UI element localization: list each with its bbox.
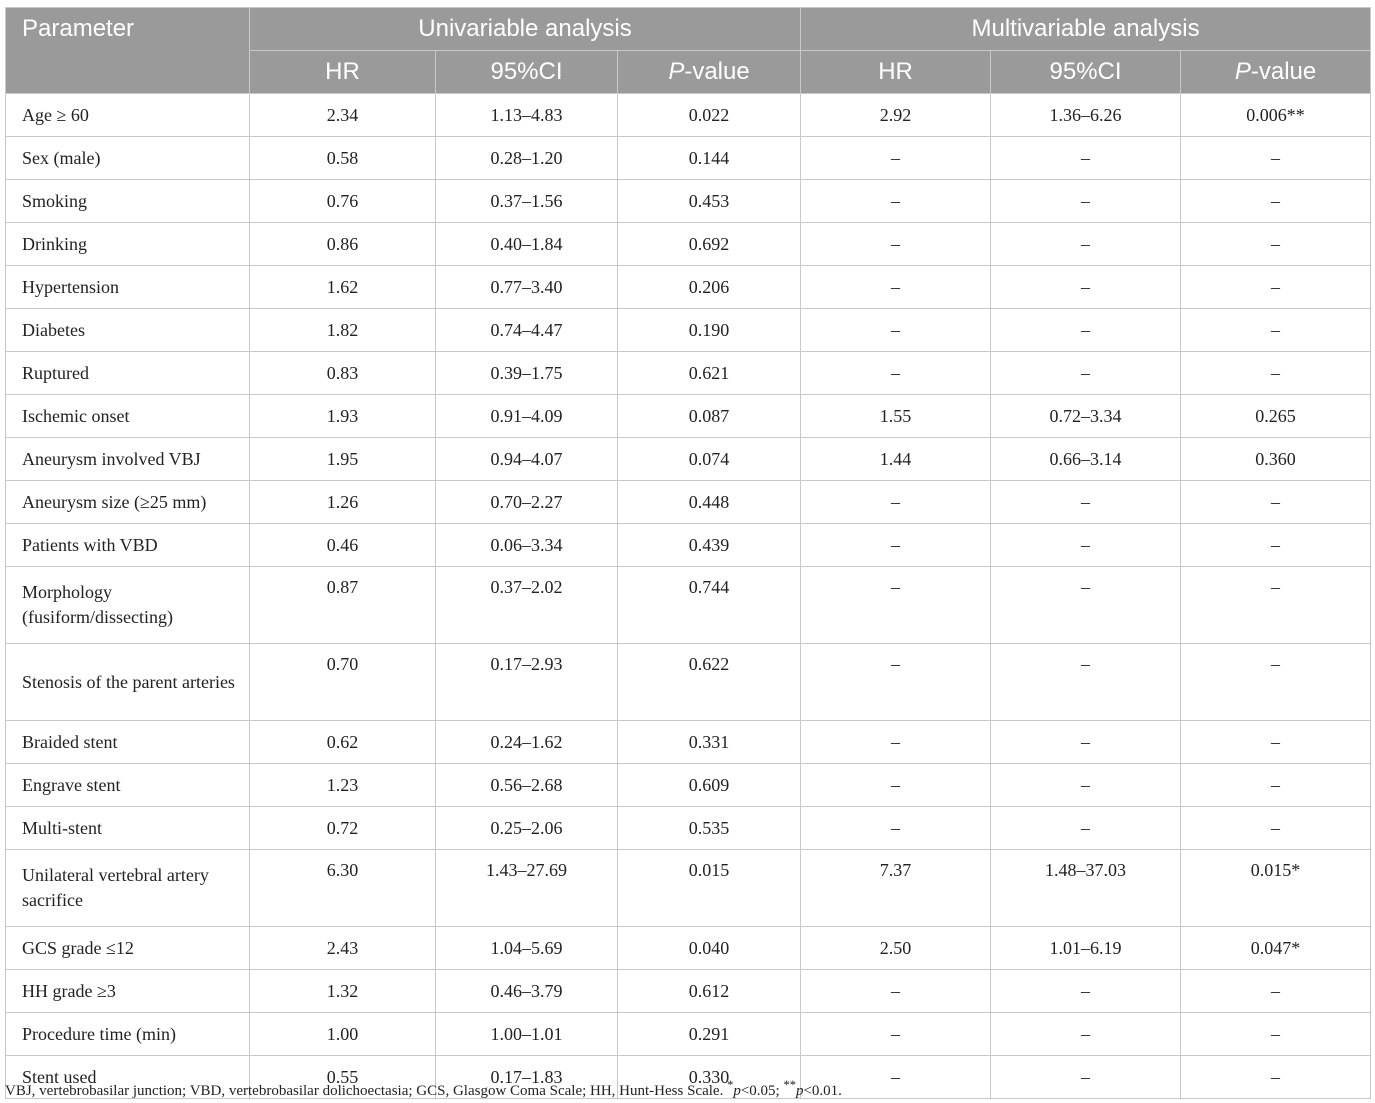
table-row bbox=[6, 180, 1371, 223]
univariable-ci-cell: 0.37–2.02 bbox=[436, 567, 618, 644]
multivariable-ci-cell: – bbox=[991, 180, 1181, 223]
table-row bbox=[6, 223, 1371, 266]
univariable-ci-cell: 0.74–4.47 bbox=[436, 309, 618, 352]
multivariable-hr-cell: – bbox=[801, 721, 991, 764]
multivariable-p-cell: – bbox=[1181, 567, 1371, 644]
multivariable-p-cell: – bbox=[1181, 807, 1371, 850]
univariable-hr-cell: 0.87 bbox=[250, 567, 436, 644]
univariable-p-cell: 0.609 bbox=[618, 764, 801, 807]
univariable-hr-cell: 0.46 bbox=[250, 524, 436, 567]
footnote-p1: p bbox=[733, 1083, 741, 1099]
multivariable-ci-cell: – bbox=[991, 970, 1181, 1013]
multivariable-hr-cell: – bbox=[801, 137, 991, 180]
table-row bbox=[6, 970, 1371, 1013]
multivariable-hr-cell: – bbox=[801, 1056, 991, 1099]
table-row bbox=[6, 137, 1371, 180]
univariable-ci-cell: 1.04–5.69 bbox=[436, 927, 618, 970]
multivariable-hr-cell: – bbox=[801, 223, 991, 266]
univariable-ci-cell: 0.70–2.27 bbox=[436, 481, 618, 524]
multivariable-p-cell: 0.047* bbox=[1181, 927, 1371, 970]
header-univariable-p bbox=[618, 51, 801, 94]
univariable-hr-cell: 2.34 bbox=[250, 94, 436, 137]
univariable-ci-cell: 0.28–1.20 bbox=[436, 137, 618, 180]
table-row bbox=[6, 644, 1371, 721]
multivariable-ci-cell: 0.72–3.34 bbox=[991, 395, 1181, 438]
univariable-p-cell: 0.190 bbox=[618, 309, 801, 352]
univariable-p-cell: 0.144 bbox=[618, 137, 801, 180]
parameter-cell: Engrave stent bbox=[6, 764, 250, 807]
univariable-ci-cell: 0.37–1.56 bbox=[436, 180, 618, 223]
univariable-hr-cell: 0.70 bbox=[250, 644, 436, 721]
univariable-p-cell: 0.622 bbox=[618, 644, 801, 721]
table-row bbox=[6, 352, 1371, 395]
table-row bbox=[6, 524, 1371, 567]
univariable-p-cell: 0.439 bbox=[618, 524, 801, 567]
multivariable-ci-cell: 0.66–3.14 bbox=[991, 438, 1181, 481]
univariable-ci-cell: 0.46–3.79 bbox=[436, 970, 618, 1013]
univariable-ci-cell: 0.77–3.40 bbox=[436, 266, 618, 309]
parameter-cell: Aneurysm involved VBJ bbox=[6, 438, 250, 481]
results-table-container bbox=[5, 7, 1370, 1099]
univariable-hr-cell: 0.58 bbox=[250, 137, 436, 180]
table-row bbox=[6, 395, 1371, 438]
table-row bbox=[6, 266, 1371, 309]
univariable-hr-cell: 2.43 bbox=[250, 927, 436, 970]
univariable-hr-cell: 0.86 bbox=[250, 223, 436, 266]
table-body bbox=[6, 94, 1371, 1099]
parameter-cell: Stent used bbox=[6, 1056, 250, 1099]
multivariable-hr-cell: – bbox=[801, 180, 991, 223]
multivariable-p-cell: 0.265 bbox=[1181, 395, 1371, 438]
univariable-ci-cell: 0.25–2.06 bbox=[436, 807, 618, 850]
multivariable-ci-cell: – bbox=[991, 1056, 1181, 1099]
table-footnote bbox=[5, 1078, 842, 1100]
table-row bbox=[6, 764, 1371, 807]
univariable-hr-cell: 0.72 bbox=[250, 807, 436, 850]
univariable-hr-cell: 1.23 bbox=[250, 764, 436, 807]
univariable-p-cell: 0.621 bbox=[618, 352, 801, 395]
multivariable-hr-cell: – bbox=[801, 644, 991, 721]
multivariable-ci-cell: – bbox=[991, 352, 1181, 395]
multivariable-p-cell: – bbox=[1181, 352, 1371, 395]
footnote-text: VBJ, vertebrobasilar junction; VBD, vertebrobasilar dolichoectasia; GCS, Glasgow Coma Scale; HH, Hunt-Hess Scale. bbox=[5, 1083, 728, 1099]
multivariable-ci-cell: – bbox=[991, 524, 1181, 567]
multivariable-ci-cell: – bbox=[991, 807, 1181, 850]
multivariable-hr-cell: 2.50 bbox=[801, 927, 991, 970]
multivariable-hr-cell: – bbox=[801, 481, 991, 524]
parameter-cell: Ischemic onset bbox=[6, 395, 250, 438]
multivariable-p-cell: 0.015* bbox=[1181, 850, 1371, 927]
univariable-p-cell: 0.291 bbox=[618, 1013, 801, 1056]
parameter-cell: Sex (male) bbox=[6, 137, 250, 180]
multivariable-p-cell: – bbox=[1181, 137, 1371, 180]
univariable-p-cell: 0.074 bbox=[618, 438, 801, 481]
multivariable-p-cell: – bbox=[1181, 223, 1371, 266]
table-row bbox=[6, 807, 1371, 850]
parameter-cell: Unilateral vertebral artery sacrifice bbox=[6, 850, 250, 927]
table-row bbox=[6, 850, 1371, 927]
multivariable-ci-cell: 1.01–6.19 bbox=[991, 927, 1181, 970]
multivariable-hr-cell: – bbox=[801, 309, 991, 352]
table-row bbox=[6, 309, 1371, 352]
multivariable-ci-cell: – bbox=[991, 1013, 1181, 1056]
multivariable-hr-cell: – bbox=[801, 266, 991, 309]
header-univariable-hr: HR bbox=[250, 51, 436, 94]
multivariable-p-cell: – bbox=[1181, 644, 1371, 721]
multivariable-ci-cell: – bbox=[991, 137, 1181, 180]
parameter-cell: Stenosis of the parent arteries bbox=[6, 644, 250, 721]
univariable-hr-cell: 1.95 bbox=[250, 438, 436, 481]
table-row bbox=[6, 481, 1371, 524]
parameter-cell: GCS grade ≤12 bbox=[6, 927, 250, 970]
multivariable-p-cell: – bbox=[1181, 266, 1371, 309]
multivariable-ci-cell: 1.48–37.03 bbox=[991, 850, 1181, 927]
univariable-hr-cell: 1.93 bbox=[250, 395, 436, 438]
multivariable-hr-cell: 1.44 bbox=[801, 438, 991, 481]
header-univariable: Univariable analysis bbox=[250, 8, 801, 51]
univariable-hr-cell: 0.55 bbox=[250, 1056, 436, 1099]
univariable-ci-cell: 1.43–27.69 bbox=[436, 850, 618, 927]
univariable-p-cell: 0.330 bbox=[618, 1056, 801, 1099]
multivariable-ci-cell: – bbox=[991, 481, 1181, 524]
univariable-ci-cell: 0.24–1.62 bbox=[436, 721, 618, 764]
multivariable-p-cell: 0.360 bbox=[1181, 438, 1371, 481]
footnote-p2: p bbox=[795, 1083, 804, 1099]
univariable-hr-cell: 1.32 bbox=[250, 970, 436, 1013]
univariable-hr-cell: 6.30 bbox=[250, 850, 436, 927]
parameter-cell: HH grade ≥3 bbox=[6, 970, 250, 1013]
parameter-cell: Procedure time (min) bbox=[6, 1013, 250, 1056]
multivariable-hr-cell: – bbox=[801, 567, 991, 644]
multivariable-p-cell: – bbox=[1181, 970, 1371, 1013]
univariable-ci-cell: 0.06–3.34 bbox=[436, 524, 618, 567]
multivariable-hr-cell: – bbox=[801, 1013, 991, 1056]
univariable-p-cell: 0.453 bbox=[618, 180, 801, 223]
parameter-cell: Hypertension bbox=[6, 266, 250, 309]
multivariable-hr-cell: 7.37 bbox=[801, 850, 991, 927]
multivariable-p-cell: – bbox=[1181, 1013, 1371, 1056]
footnote-star2: ** bbox=[783, 1078, 796, 1092]
univariable-hr-cell: 0.83 bbox=[250, 352, 436, 395]
header-multivariable-p bbox=[1181, 51, 1371, 94]
table-row bbox=[6, 94, 1371, 137]
table-row bbox=[6, 438, 1371, 481]
p-italic: P bbox=[1234, 58, 1251, 85]
multivariable-p-cell: – bbox=[1181, 764, 1371, 807]
parameter-cell: Aneurysm size (≥25 mm) bbox=[6, 481, 250, 524]
univariable-p-cell: 0.040 bbox=[618, 927, 801, 970]
univariable-hr-cell: 0.62 bbox=[250, 721, 436, 764]
table-row bbox=[6, 567, 1371, 644]
univariable-p-cell: 0.022 bbox=[618, 94, 801, 137]
univariable-hr-cell: 0.76 bbox=[250, 180, 436, 223]
parameter-cell: Smoking bbox=[6, 180, 250, 223]
footnote-star1: * bbox=[727, 1078, 734, 1092]
univariable-ci-cell: 0.56–2.68 bbox=[436, 764, 618, 807]
multivariable-p-cell: – bbox=[1181, 481, 1371, 524]
univariable-ci-cell: 0.91–4.09 bbox=[436, 395, 618, 438]
univariable-ci-cell: 0.39–1.75 bbox=[436, 352, 618, 395]
parameter-cell: Drinking bbox=[6, 223, 250, 266]
multivariable-p-cell: – bbox=[1181, 524, 1371, 567]
univariable-p-cell: 0.692 bbox=[618, 223, 801, 266]
multivariable-ci-cell: – bbox=[991, 764, 1181, 807]
p-suffix: -value bbox=[684, 58, 750, 85]
multivariable-hr-cell: – bbox=[801, 352, 991, 395]
multivariable-p-cell: – bbox=[1181, 180, 1371, 223]
univariable-p-cell: 0.331 bbox=[618, 721, 801, 764]
multivariable-ci-cell: – bbox=[991, 567, 1181, 644]
multivariable-hr-cell: 1.55 bbox=[801, 395, 991, 438]
univariable-p-cell: 0.744 bbox=[618, 567, 801, 644]
table-row bbox=[6, 721, 1371, 764]
header-multivariable-ci: 95%CI bbox=[991, 51, 1181, 94]
header-univariable-ci: 95%CI bbox=[436, 51, 618, 94]
footnote-t1: <0.05; bbox=[740, 1083, 784, 1099]
multivariable-hr-cell: – bbox=[801, 524, 991, 567]
multivariable-ci-cell: – bbox=[991, 644, 1181, 721]
multivariable-p-cell: 0.006** bbox=[1181, 94, 1371, 137]
univariable-ci-cell: 0.94–4.07 bbox=[436, 438, 618, 481]
univariable-ci-cell: 0.17–1.83 bbox=[436, 1056, 618, 1099]
univariable-p-cell: 0.206 bbox=[618, 266, 801, 309]
header-multivariable-hr: HR bbox=[801, 51, 991, 94]
univariable-hr-cell: 1.82 bbox=[250, 309, 436, 352]
parameter-cell: Braided stent bbox=[6, 721, 250, 764]
univariable-p-cell: 0.612 bbox=[618, 970, 801, 1013]
multivariable-p-cell: – bbox=[1181, 721, 1371, 764]
p-italic: P bbox=[668, 58, 685, 85]
univariable-hr-cell: 1.00 bbox=[250, 1013, 436, 1056]
univariable-ci-cell: 1.00–1.01 bbox=[436, 1013, 618, 1056]
univariable-ci-cell: 0.17–2.93 bbox=[436, 644, 618, 721]
table-row bbox=[6, 1013, 1371, 1056]
univariable-p-cell: 0.448 bbox=[618, 481, 801, 524]
header-multivariable: Multivariable analysis bbox=[801, 8, 1371, 51]
parameter-cell: Patients with VBD bbox=[6, 524, 250, 567]
univariable-p-cell: 0.535 bbox=[618, 807, 801, 850]
multivariable-ci-cell: – bbox=[991, 721, 1181, 764]
multivariable-ci-cell: – bbox=[991, 266, 1181, 309]
parameter-cell: Multi-stent bbox=[6, 807, 250, 850]
parameter-cell: Age ≥ 60 bbox=[6, 94, 250, 137]
table-row bbox=[6, 927, 1371, 970]
univariable-p-cell: 0.015 bbox=[618, 850, 801, 927]
univariable-ci-cell: 1.13–4.83 bbox=[436, 94, 618, 137]
univariable-p-cell: 0.087 bbox=[618, 395, 801, 438]
p-suffix: -value bbox=[1250, 58, 1317, 85]
multivariable-ci-cell: 1.36–6.26 bbox=[991, 94, 1181, 137]
footnote-t2: <0.01. bbox=[803, 1083, 842, 1099]
parameter-cell: Morphology (fusiform/dissecting) bbox=[6, 567, 250, 644]
multivariable-hr-cell: 2.92 bbox=[801, 94, 991, 137]
multivariable-hr-cell: – bbox=[801, 764, 991, 807]
multivariable-p-cell: – bbox=[1181, 1056, 1371, 1099]
header-parameter: Parameter bbox=[6, 8, 250, 94]
hazard-ratio-table bbox=[5, 7, 1371, 1099]
parameter-cell: Diabetes bbox=[6, 309, 250, 352]
multivariable-ci-cell: – bbox=[991, 309, 1181, 352]
multivariable-hr-cell: – bbox=[801, 807, 991, 850]
univariable-hr-cell: 1.26 bbox=[250, 481, 436, 524]
multivariable-ci-cell: – bbox=[991, 223, 1181, 266]
multivariable-hr-cell: – bbox=[801, 970, 991, 1013]
univariable-ci-cell: 0.40–1.84 bbox=[436, 223, 618, 266]
univariable-hr-cell: 1.62 bbox=[250, 266, 436, 309]
multivariable-p-cell: – bbox=[1181, 309, 1371, 352]
parameter-cell: Ruptured bbox=[6, 352, 250, 395]
